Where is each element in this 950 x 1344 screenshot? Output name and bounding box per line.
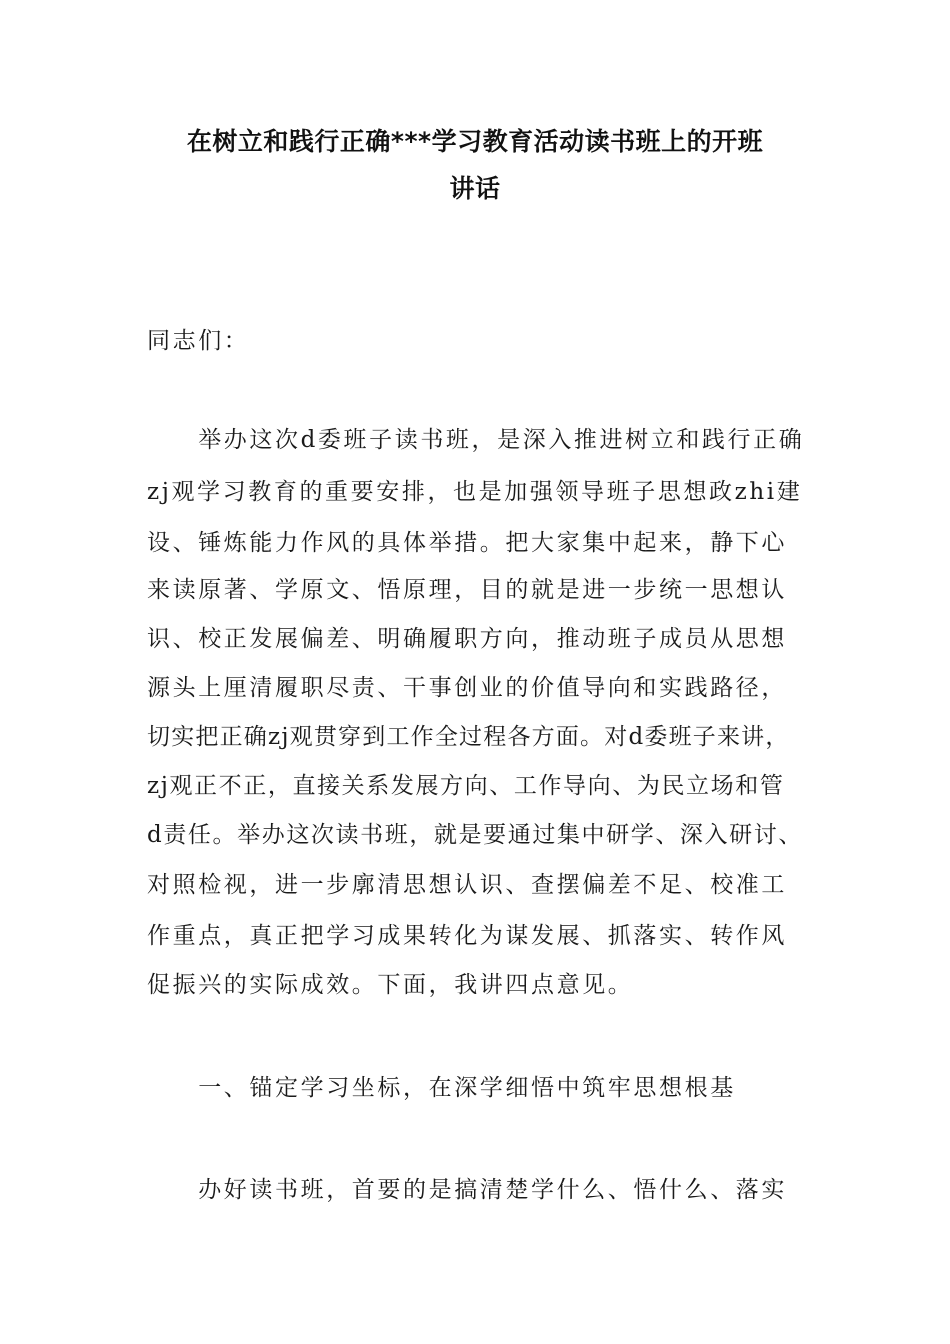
section-heading-1: 一、锚定学习坐标，在深学细悟中筑牢思想根基: [147, 1075, 736, 1101]
paragraph-1-line-2: zj观学习教育的重要安排，也是加强领导班子思想政zhi建: [147, 479, 803, 505]
paragraph-1-line-12: 促振兴的实际成效。下面，我讲四点意见。: [147, 972, 634, 998]
paragraph-1-line-8: zj观正不正，直接关系发展方向、工作导向、为民立场和管: [147, 773, 785, 799]
paragraph-1-line-11: 作重点，真正把学习成果转化为谋发展、抓落实、转作风: [147, 923, 787, 949]
title-line-2: 讲话: [449, 174, 501, 203]
paragraph-2-line-1: 办好读书班，首要的是搞清楚学什么、悟什么、落实: [147, 1177, 787, 1203]
paragraph-1-line-1: 举办这次d委班子读书班，是深入推进树立和践行正确: [147, 427, 805, 453]
paragraph-1-line-5: 识、校正发展偏差、明确履职方向，推动班子成员从思想: [147, 626, 787, 652]
document-title: [120, 118, 830, 212]
paragraph-1-line-6: 源头上厘清履职尽责、干事创业的价值导向和实践路径，: [147, 675, 787, 701]
salutation: 同志们：: [147, 328, 250, 354]
paragraph-1-line-3: 设、锤炼能力作风的具体举措。把大家集中起来，静下心: [147, 530, 787, 556]
paragraph-1-line-10: 对照检视，进一步廓清思想认识、查摆偏差不足、校准工: [147, 872, 787, 898]
title-line-1: 在树立和践行正确***学习教育活动读书班上的开班: [186, 127, 764, 156]
paragraph-1-line-9: d责任。举办这次读书班，就是要通过集中研学、深入研讨、: [147, 822, 803, 848]
paragraph-1-line-7: 切实把正确zj观贯穿到工作全过程各方面。对d委班子来讲，: [147, 724, 790, 750]
paragraph-1-line-4: 来读原著、学原文、悟原理，目的就是进一步统一思想认: [147, 577, 787, 603]
